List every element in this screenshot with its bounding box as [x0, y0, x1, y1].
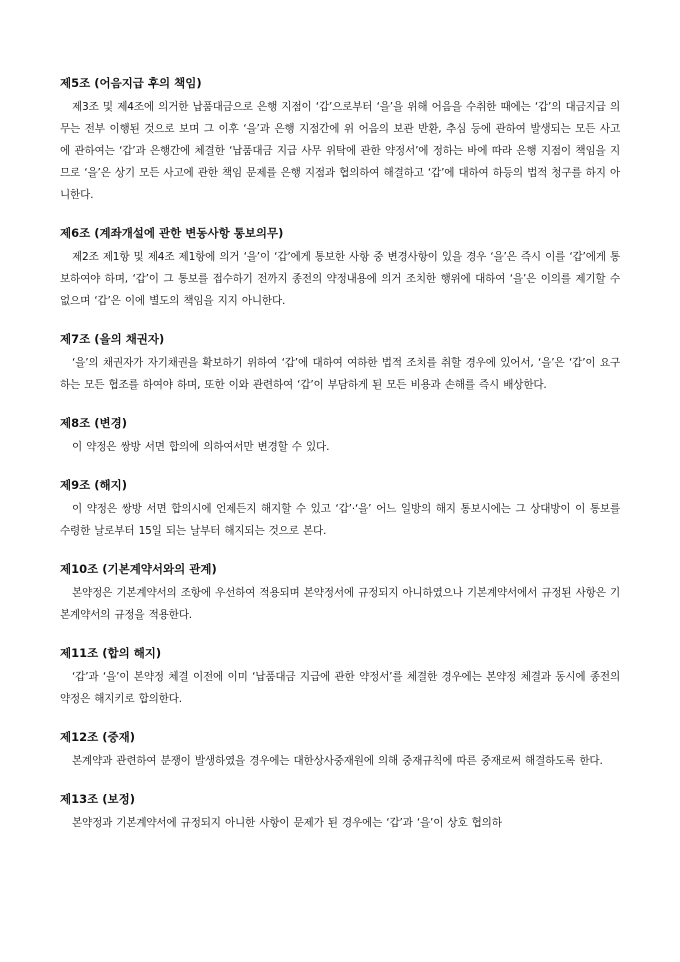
article-9 — [60, 476, 620, 542]
article-title: 제6조 (계좌개설에 관한 변동사항 통보의무) — [60, 226, 284, 240]
article-11 — [60, 644, 620, 710]
article-10 — [60, 560, 620, 626]
article-body: 제2조 제1항 및 제4조 제1항에 의거 ‘을’이 ‘갑’에게 통보한 사항 중 변경사항이 있을 경우 ‘을’은 즉시 이를 ‘갑’에게 통보하여야 하며, ‘갑’이 그 통보를 접수하기 전까지 종전의 약정내용에 의거 조치한 행위에 대하여 ‘을’은 이의를 제기할 수 없으며 ‘갑’은 이에 별도의 책임을 지지 아니한다. — [60, 251, 620, 307]
article-7 — [60, 330, 620, 396]
article-title: 제10조 (기본계약서와의 관계) — [60, 562, 217, 576]
article-5 — [60, 74, 620, 206]
article-body: 이 약정은 쌍방 서면 합의시에 언제든지 해지할 수 있고 ‘갑’·‘을’ 어느 일방의 해지 통보시에는 그 상대방이 이 통보를 수령한 날로부터 15일 되는 날부터 해지되는 것으로 본다. — [60, 503, 620, 537]
article-title: 제7조 (을의 채권자) — [60, 332, 165, 346]
article-body: 본약정은 기본계약서의 조항에 우선하여 적용되며 본약정서에 규정되지 아니하였으나 기본계약서에서 규정된 사항은 기본계약서의 규정을 적용한다. — [60, 587, 620, 621]
article-body: 이 약정은 쌍방 서면 합의에 의하여서만 변경할 수 있다. — [72, 441, 330, 453]
article-title: 제13조 (보정) — [60, 792, 135, 806]
article-title: 제11조 (합의 해지) — [60, 646, 162, 660]
article-title: 제5조 (어음지급 후의 책임) — [60, 76, 202, 90]
article-title: 제9조 (해지) — [60, 478, 127, 492]
article-title: 제12조 (중재) — [60, 730, 135, 744]
article-12 — [60, 728, 620, 772]
article-13 — [60, 790, 620, 834]
article-body: 본약정과 기본계약서에 규정되지 아니한 사항이 문제가 된 경우에는 ‘갑’과 ‘을’이 상호 협의하 — [72, 817, 502, 829]
article-6 — [60, 224, 620, 312]
article-title: 제8조 (변경) — [60, 416, 127, 430]
article-body: 제3조 및 제4조에 의거한 납품대금으로 은행 지점이 ‘갑’으로부터 ‘을’을 위해 어음을 수취한 때에는 ‘갑’의 대금지급 의무는 전부 이행된 것으로 보며 그 이후 ‘을’과 은행 지점간에 위 어음의 보관 반환, 추심 등에 관하여 발생되는 모든 사고에 관하여는 ‘갑’과 은행간에 체결한 ‘납품대금 지급 사무 위탁에 관한 약정서’에 정하는 바에 따라 은행 지점이 책임을 지므로 ‘을’은 상기 모든 사고에 관한 책임 문제를 은행 지점과 협의하여 해결하고 ‘갑’에 대하여 하등의 법적 청구를 하지 아니한다. — [60, 101, 620, 201]
article-8 — [60, 414, 620, 458]
article-body: ‘갑’과 ‘을’이 본약정 체결 이전에 이미 ‘납품대금 지급에 관한 약정서’를 체결한 경우에는 본약정 체결과 동시에 종전의 약정은 해지키로 합의한다. — [60, 671, 620, 705]
article-body: 본계약과 관련하여 분쟁이 발생하였을 경우에는 대한상사중재원에 의해 중재규칙에 따른 중재로써 해결하도록 한다. — [72, 755, 603, 767]
article-body: ‘을’의 채권자가 자기채권을 확보하기 위하여 ‘갑’에 대하여 여하한 법적 조치를 취할 경우에 있어서, ‘을’은 ‘갑’이 요구하는 모든 협조를 하여야 하며, 또한 이와 관련하여 ‘갑’이 부담하게 된 모든 비용과 손해를 즉시 배상한다. — [60, 357, 620, 391]
